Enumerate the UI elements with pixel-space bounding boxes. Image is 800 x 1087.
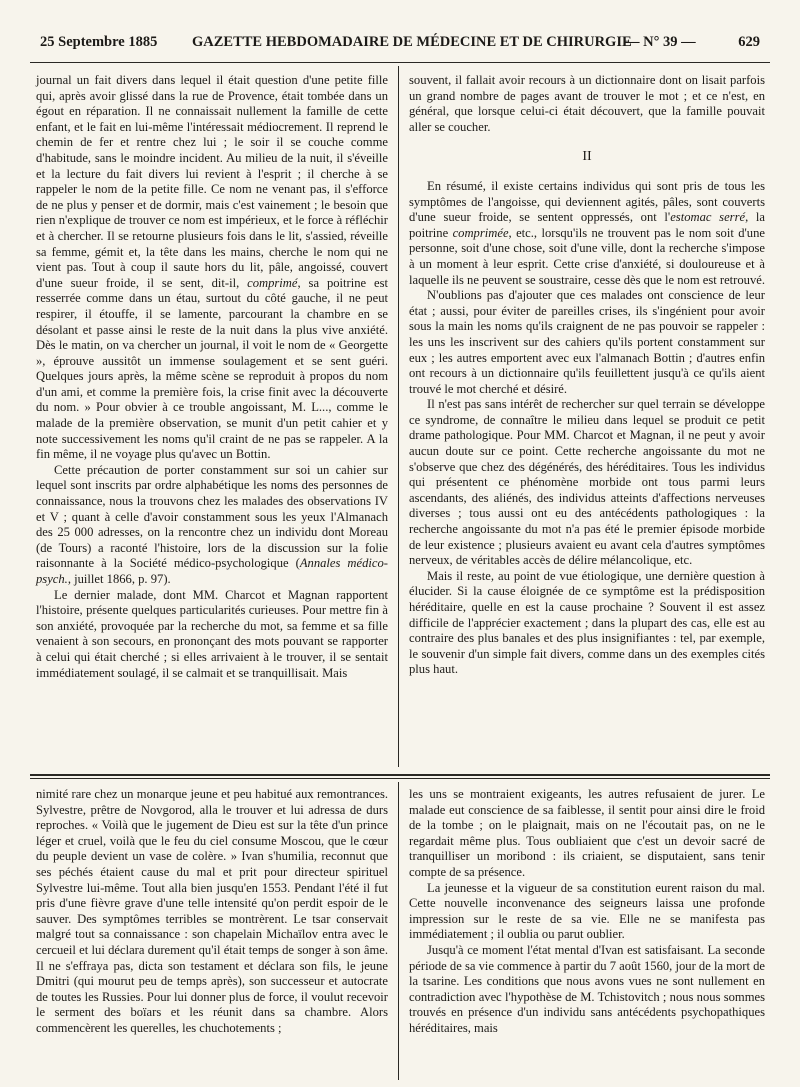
section-double-rule-top: [30, 774, 770, 776]
paragraph: Il n'est pas sans intérêt de rechercher sur quel terrain se développe ce syndrome, de connaître le milieu dans lequel se produit ce petit drame pathologique. Pour MM. Charcot et Magnan, il ne peut y avoir aucun doute sur ce point. Cette recherche angoissante du mot ne s'observe que chez des dégénérés, des héréditaires. Tous les individus qui présentent ce phénomène morbide ont tous parmi leurs ascendants, des aliénés, des individus atteints d'affections nerveuses diverses ; tous aussi ont eu des antécédents pathologiques : la recherche angoissante du mot n'a pas été le premier épisode morbide de leur existence ; plusieurs avaient eu avant cela d'autres symptômes nerveux, de véritables accès de délire mélancolique, etc.: [409, 397, 765, 568]
paragraph: Cette précaution de porter constamment sur soi un cahier sur lequel sont inscrits par ordre alphabétique les noms des personnes de connaissance, nous la trouvons chez les malades des observations IV et V ; quant à celle d'avoir constamment sous les yeux l'Almanach des 25 000 adresses, on la rencontre chez un individu dont Moreau (de Tours) a raconté l'histoire, lors de la discussion sur la folie raisonnante à la Société médico-psychologique (Annales médico-psych., juillet 1866, p. 97).: [36, 462, 388, 586]
page-number: 629: [738, 34, 760, 50]
paragraph: souvent, il fallait avoir recours à un dictionnaire dont on lisait parfois un grand nombre de pages avant de trouver le mot ; et ce n'est, en général, que lorsque celui-ci était découvert, que la famille pouvait aller se coucher.: [409, 73, 765, 134]
section-double-rule-bottom: [30, 778, 770, 779]
paragraph: La jeunesse et la vigueur de sa constitution eurent raison du mal. Cette nouvelle inconvenance des seigneurs laissa une profonde impression sur le reste de sa vie. Elle ne se manifesta pas immédiatement ; il oublia ou parut oublier.: [409, 880, 765, 942]
section-heading: II: [582, 149, 592, 165]
issue-date: 25 Septembre 1885: [40, 34, 158, 50]
upper-left-column: [36, 73, 388, 681]
lower-left-column: [36, 787, 388, 1037]
paragraph: N'oublions pas d'ajouter que ces malades ont conscience de leur état ; aussi, pour éviter de pareilles crises, ils s'ingénient pour avoir sous la main les noms qu'ils craignent de ne pas pouvoir se rappeler : les uns les inscrivent sur des cahiers qu'ils portent constamment sur eux ; les autres emportent avec eux l'almanach Bottin ; d'autres enfin ont recours à un dictionnaire qu'ils feuillettent jusqu'à ce qu'ils aient trouvé le mot cherché et désiré.: [409, 288, 765, 396]
journal-title: GAZETTE HEBDOMADAIRE DE MÉDECINE ET DE CHIRURGIE: [192, 34, 632, 50]
lower-column-divider: [398, 782, 399, 1080]
paragraph: les uns se montraient exigeants, les autres refusaient de jurer. Le malade eut conscience de sa faiblesse, il sentit pour ainsi dire le froid de la tombe ; on le plaignait, mais on ne l'écoutait pas, on ne le regardait même plus. Tous oubliaient que c'est un devoir sacré de tranquilliser un moribond : ils criaient, se disputaient, sans tenir compte de sa présence.: [409, 787, 765, 879]
page-header: [40, 34, 760, 56]
upper-column-divider: [398, 66, 399, 767]
paragraph: En résumé, il existe certains individus qui sont pris de tous les symptômes de l'angoisse, qui deviennent agités, pâles, sont couverts d'une sueur froide, se sentent oppressés, ont l'estomac serré, la poitrine comprimée, etc., lorsqu'ils ne trouvent pas le nom soit d'une personne, soit d'une chose, soit d'une ville, dont la recherche s'impose à un moment à leur esprit. Cette crise d'anxiété, si douloureuse et à laquelle ils ne peuvent se soustraire, cesse dès que le nom est retrouvé.: [409, 178, 766, 287]
paragraph: Jusqu'à ce moment l'état mental d'Ivan est satisfaisant. La seconde période de sa vie commence à partir du 7 août 1560, jour de la mort de la tsarine. Les conditions que nous avons vues ne sont nullement en contradiction avec l'hypothèse de M. Tchistovitch ; nous nous sommes trouvés en présence d'un individu sans antécédents psychopathiques héréditaires, mais: [409, 942, 766, 1035]
paragraph: nimité rare chez un monarque jeune et peu habitué aux remontrances. Sylvestre, prêtre de Novgorod, alla le trouver et lui adressa de durs reproches. « Voilà que le jugement de Dieu est sur la tête d'un prince léger et cruel, voilà que le feu du ciel consume Moscou, que le cœur du peuple devient un vase de colère. » Ivan s'humilia, reconnut que ses péchés étaient cause du mal et prit pour directeur spirituel Sylvestre lui-même. Tout alla bien jusqu'en 1553. Pendant l'été il fut pris d'une fièvre grave d'une telle intensité qu'on perdit espoir de le sauver. Des symptômes terribles se montrèrent. Le tsar conservait malgré tout sa connaissance : son chapelain Michaïlov entra avec le cercueil et lui déclara durement qu'il était temps de songer à son âme. Il ne s'effraya pas, dicta son testament et déclara son fils, le jeune Dmitri (qui mourut peu de temps après), son successeur et autocrate de toutes les Russies. Pour lui donner plus de force, il voulut recevoir le serment des boïars et les réunit dans sa chambre. Alors commencèrent les querelles, les chuchotements ;: [36, 787, 388, 1035]
paragraph: Mais il reste, au point de vue étiologique, une dernière question à élucider. Si la cause éloignée de ce symptôme est la prédisposition héréditaire, quelle en est la cause prochaine ? Souvent il est assez difficile de l'apprécier exactement ; dans la plupart des cas, elle est au contraire des plus banales et des plus insignifiantes : tel, par exemple, le souvenir d'un simple fait divers, comme dans un des exemples cités plus haut.: [409, 568, 765, 677]
paragraph: journal un fait divers dans lequel il était question d'une petite fille qui, après avoir glissé dans la rue de Provence, était tombée dans un égout en réparation. Il ne connaissait nullement la famille de cette enfant, et le fait en lui-même l'intéressait médiocrement. Il reprend le chemin de fer et rentre chez lui ; le soir il se couche comme d'habitude, sans le moindre incident. Au milieu de la nuit, il s'éveille et la lecture du fait divers lui revient à l'esprit ; il cherche à se rappeler le nom de la petite fille. Ce nom ne venant pas, il s'efforce de ne plus y penser et de dormir, mais c'est vainement ; le besoin que rien n'explique de trouver ce nom est impérieux, et le force à réfléchir et à chercher. Il se retourne plusieurs fois dans le lit, s'assied, réveille sa femme, gémit et, la tête dans les mains, cherche le nom qui ne vient pas. Tout à coup il saute hors du lit, pâle, angoissé, couvert d'une sueur froide, il se sent, dit-il, comprimé, sa poitrine est resserrée comme dans un étau, surtout du côté gauche, il ne peut respirer, il étouffe, il se lamente, parcourant la chambre en se désolant et passe ainsi le reste de la nuit dans la plus vive anxiété. Dès le matin, on va chercher un journal, il voit le nom de « Georgette », éprouve aussitôt un immense soulagement et se sent guéri. Quelques jours après, la même scène se reproduit à propos du nom d'un ami, et comme la première fois, la crise finit avec la découverte du nom. » Pour obvier à ce trouble angoissant, M. L..., comme le malade de la première observation, se munit d'un petit cahier et y note successivement les noms qu'il craint de ne pas se rappeler. A la fin même, il ne voyage plus qu'avec un Bottin.: [36, 73, 389, 462]
upper-right-column: [409, 73, 765, 678]
header-rule: [30, 62, 770, 63]
paragraph: Le dernier malade, dont MM. Charcot et Magnan rapportent l'histoire, présente quelques particularités curieuses. Pour mettre fin à son anxiété, provoquée par la recherche du mot, sa femme et sa fille venaient à son secours, en prononçant des mots pouvant se rapporter à celui qui était cherché ; si elles arrivaient à le trouver, il se sentait immédiatement soulagé, il se calmait et se tranquillisait. Mais: [36, 587, 388, 680]
lower-right-column: [409, 787, 765, 1037]
issue-number: — N° 39 —: [625, 34, 696, 50]
